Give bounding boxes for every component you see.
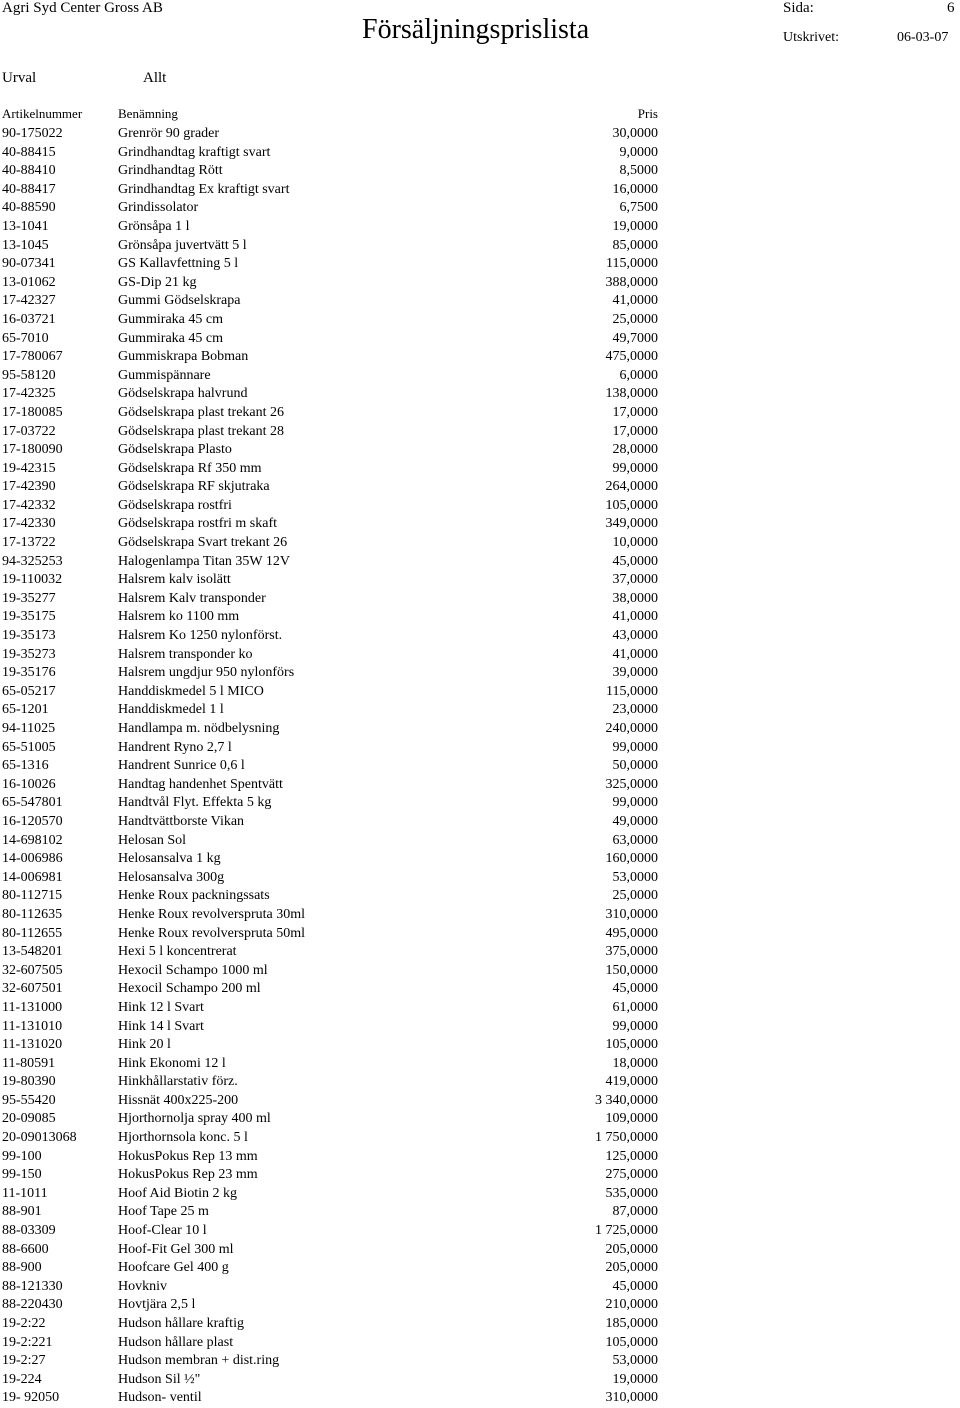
article-number: 19-35273	[2, 646, 56, 662]
table-row	[0, 1129, 960, 1148]
price-value: 1 750,0000	[595, 1130, 658, 1146]
article-number: 88-220430	[2, 1297, 63, 1313]
table-row	[0, 1389, 960, 1408]
product-name: Gummiskrapa Bobman	[118, 349, 249, 365]
product-name: Grindhandtag kraftigt svart	[118, 144, 271, 160]
table-row	[0, 144, 960, 163]
article-number: 14-006986	[2, 851, 63, 867]
article-number: 19-110032	[2, 572, 63, 588]
price-value: 3 340,0000	[595, 1092, 658, 1108]
article-number: 95-55420	[2, 1092, 56, 1108]
product-name: Handtag handenhet Spentvätt	[118, 776, 283, 792]
table-row	[0, 1185, 960, 1204]
price-value: 41,0000	[612, 609, 658, 625]
article-number: 19-2:221	[2, 1334, 53, 1350]
table-row	[0, 664, 960, 683]
table-row	[0, 460, 960, 479]
table-row	[0, 850, 960, 869]
article-number: 17-42325	[2, 386, 56, 402]
product-name: Gödselskrapa Plasto	[118, 442, 232, 458]
product-name: Hissnät 400x225-200	[118, 1092, 239, 1108]
article-number: 13-548201	[2, 944, 63, 960]
price-value: 19,0000	[612, 1371, 658, 1387]
page-number: 6	[947, 0, 955, 16]
price-value: 99,0000	[612, 795, 658, 811]
product-name: Hudson hållare plast	[118, 1334, 234, 1350]
company-name: Agri Syd Center Gross AB	[2, 0, 163, 16]
product-name: Hink Ekonomi 12 l	[118, 1055, 226, 1071]
product-name: Hoof Tape 25 m	[118, 1204, 209, 1220]
price-value: 1 725,0000	[595, 1223, 658, 1239]
product-name: Halsrem transponder ko	[118, 646, 253, 662]
product-name: Handtvål Flyt. Effekta 5 kg	[118, 795, 272, 811]
price-value: 310,0000	[605, 1390, 658, 1406]
article-number: 17-42390	[2, 479, 56, 495]
article-number: 19-35176	[2, 665, 56, 681]
price-value: 109,0000	[605, 1111, 658, 1127]
article-number: 65-1316	[2, 758, 49, 774]
product-name: Hinkhållarstativ förz.	[118, 1074, 238, 1090]
table-row	[0, 943, 960, 962]
price-value: 41,0000	[612, 646, 658, 662]
article-number: 16-120570	[2, 813, 63, 829]
product-name: Hoof-Fit Gel 300 ml	[118, 1241, 234, 1257]
product-name: Handdiskmedel 5 l MICO	[118, 683, 264, 699]
product-name: Gummi Gödselskrapa	[118, 293, 241, 309]
product-name: Gummiraka 45 cm	[118, 330, 223, 346]
price-value: 8,5000	[619, 163, 658, 179]
price-value: 30,0000	[612, 126, 658, 141]
product-name: Hexocil Schampo 200 ml	[118, 981, 261, 997]
article-number: 19-2:22	[2, 1316, 46, 1331]
product-name: Hjorthornsola konc. 5 l	[118, 1130, 248, 1146]
price-value: 50,0000	[612, 758, 658, 774]
price-value: 19,0000	[612, 218, 658, 234]
article-number: 40-88590	[2, 200, 56, 216]
price-value: 53,0000	[612, 869, 658, 885]
table-row	[0, 813, 960, 832]
table-row	[0, 1110, 960, 1129]
table-row	[0, 683, 960, 702]
product-name: Grenrör 90 grader	[118, 126, 220, 141]
product-name: Hoof-Clear 10 l	[118, 1223, 207, 1239]
article-number: 19-35173	[2, 628, 56, 644]
price-value: 99,0000	[612, 460, 658, 476]
table-row	[0, 478, 960, 497]
price-value: 115,0000	[606, 256, 658, 272]
table-row	[0, 1166, 960, 1185]
table-row	[0, 1241, 960, 1260]
article-number: 88-6600	[2, 1241, 49, 1257]
article-number: 40-88417	[2, 181, 56, 197]
article-number: 14-006981	[2, 869, 63, 885]
table-row	[0, 1203, 960, 1222]
table-row	[0, 646, 960, 665]
table-row	[0, 553, 960, 572]
article-number: 17-42330	[2, 516, 56, 532]
article-number: 11-131020	[2, 1037, 63, 1053]
product-name: Grindhandtag Rött	[118, 163, 223, 179]
product-name: GS-Dip 21 kg	[118, 274, 197, 290]
table-row	[0, 534, 960, 553]
price-value: 41,0000	[612, 293, 658, 309]
price-value: 388,0000	[605, 274, 658, 290]
table-row	[0, 1278, 960, 1297]
article-number: 90-175022	[2, 126, 63, 141]
table-row	[0, 1352, 960, 1371]
product-name: Hink 12 l Svart	[118, 999, 204, 1015]
price-value: 37,0000	[612, 572, 658, 588]
table-row	[0, 292, 960, 311]
product-name: Grindissolator	[118, 200, 199, 216]
article-number: 14-698102	[2, 832, 63, 848]
product-name: Hexi 5 l koncentrerat	[118, 944, 237, 960]
table-row	[0, 1055, 960, 1074]
column-header-price: Pris	[637, 106, 658, 121]
table-row	[0, 367, 960, 386]
price-value: 45,0000	[612, 1278, 658, 1294]
price-value: 61,0000	[612, 999, 658, 1015]
article-number: 94-11025	[2, 721, 56, 736]
article-number: 13-01062	[2, 274, 56, 290]
page-title: Försäljningsprislista	[362, 14, 590, 45]
table-row	[0, 608, 960, 627]
product-name: Hoof Aid Biotin 2 kg	[118, 1185, 238, 1201]
price-value: 39,0000	[612, 665, 658, 681]
article-number: 19-42315	[2, 460, 56, 476]
table-row	[0, 181, 960, 200]
table-row	[0, 311, 960, 330]
product-name: Halsrem Kalv transponder	[118, 590, 266, 606]
price-value: 105,0000	[605, 1037, 658, 1053]
table-row	[0, 720, 960, 739]
price-value: 38,0000	[612, 590, 658, 606]
product-name: Grönsåpa 1 l	[118, 218, 190, 234]
printed-label: Utskrivet:	[783, 30, 839, 45]
price-value: 115,0000	[606, 683, 658, 699]
article-number: 88-901	[2, 1204, 42, 1220]
price-value: 17,0000	[612, 423, 658, 439]
table-row	[0, 404, 960, 423]
price-value: 99,0000	[612, 739, 658, 755]
price-value: 49,0000	[612, 813, 658, 829]
price-value: 275,0000	[605, 1167, 658, 1183]
article-number: 17-180090	[2, 442, 63, 458]
price-value: 49,7000	[612, 330, 658, 346]
article-number: 17-42332	[2, 497, 56, 513]
product-name: Gödselskrapa RF skjutraka	[118, 479, 270, 495]
price-value: 6,0000	[619, 367, 658, 383]
product-name: Halogenlampa Titan 35W 12V	[118, 553, 291, 569]
table-row	[0, 925, 960, 944]
table-row	[0, 887, 960, 906]
price-value: 325,0000	[605, 776, 658, 792]
article-number: 40-88410	[2, 163, 56, 179]
table-row	[0, 515, 960, 534]
table-row	[0, 739, 960, 758]
article-number: 19-35277	[2, 590, 56, 606]
product-name: Halsrem ungdjur 950 nylonförs	[118, 665, 295, 681]
article-number: 94-325253	[2, 553, 63, 569]
price-value: 6,7500	[619, 200, 658, 216]
price-value: 25,0000	[612, 311, 658, 327]
table-row	[0, 590, 960, 609]
article-number: 16-10026	[2, 776, 56, 792]
table-row	[0, 162, 960, 181]
table-row	[0, 627, 960, 646]
product-name: Gödselskrapa plast trekant 28	[118, 423, 285, 439]
table-row	[0, 1371, 960, 1390]
product-name: Handrent Ryno 2,7 l	[118, 739, 232, 755]
product-name: Hovtjära 2,5 l	[118, 1297, 196, 1313]
price-value: 310,0000	[605, 906, 658, 922]
article-number: 11-1011	[2, 1185, 48, 1201]
article-number: 65-51005	[2, 739, 56, 755]
price-value: 475,0000	[605, 349, 658, 365]
table-row	[0, 832, 960, 851]
product-name: Hudson Sil ½"	[118, 1371, 201, 1387]
table-row	[0, 980, 960, 999]
price-value: 105,0000	[605, 1334, 658, 1350]
article-number: 99-150	[2, 1167, 42, 1183]
article-number: 19-35175	[2, 609, 56, 625]
product-name: Hudson- ventil	[118, 1390, 202, 1406]
product-name: Gödselskrapa Svart trekant 26	[118, 535, 288, 551]
product-name: Hovkniv	[118, 1278, 167, 1294]
price-value: 495,0000	[605, 925, 658, 941]
price-value: 45,0000	[612, 981, 658, 997]
table-row	[0, 1092, 960, 1111]
article-number: 40-88415	[2, 144, 56, 160]
price-value: 240,0000	[605, 721, 658, 736]
printed-date: 06-03-07	[897, 30, 949, 45]
price-value: 25,0000	[612, 888, 658, 904]
product-name: Handtvättborste Vikan	[118, 813, 245, 829]
product-name: Henke Roux packningssats	[118, 888, 270, 904]
product-name: HokusPokus Rep 23 mm	[118, 1167, 258, 1183]
article-number: 20-09085	[2, 1111, 56, 1127]
article-number: 13-1041	[2, 218, 49, 234]
product-name: Helosansalva 300g	[118, 869, 225, 885]
table-row	[0, 776, 960, 795]
article-number: 80-112635	[2, 906, 63, 922]
product-name: Hink 14 l Svart	[118, 1018, 204, 1034]
price-value: 419,0000	[605, 1074, 658, 1090]
price-value: 53,0000	[612, 1353, 658, 1369]
article-number: 17-780067	[2, 349, 63, 365]
product-name: GS Kallavfettning 5 l	[118, 256, 239, 272]
product-name: Halsrem kalv isolätt	[118, 572, 231, 588]
product-name: Henke Roux revolverspruta 30ml	[118, 906, 306, 922]
product-name: Handrent Sunrice 0,6 l	[118, 758, 245, 774]
price-value: 87,0000	[612, 1204, 658, 1220]
price-value: 105,0000	[605, 497, 658, 513]
price-value: 17,0000	[612, 404, 658, 420]
table-row	[0, 1148, 960, 1167]
price-value: 28,0000	[612, 442, 658, 458]
article-number: 11-131010	[2, 1018, 63, 1034]
price-value: 535,0000	[605, 1185, 658, 1201]
product-name: Helosansalva 1 kg	[118, 851, 221, 867]
article-number: 17-42327	[2, 293, 56, 309]
table-row	[0, 423, 960, 442]
table-row	[0, 906, 960, 925]
table-row	[0, 794, 960, 813]
product-name: Handlampa m. nödbelysning	[118, 721, 280, 736]
article-number: 65-547801	[2, 795, 63, 811]
price-value: 205,0000	[605, 1241, 658, 1257]
article-number: 19-80390	[2, 1074, 56, 1090]
table-row	[0, 962, 960, 981]
table-row	[0, 441, 960, 460]
column-header-article: Artikelnummer	[2, 106, 83, 121]
table-row	[0, 1036, 960, 1055]
table-row	[0, 497, 960, 516]
price-value: 349,0000	[605, 516, 658, 532]
table-row	[0, 255, 960, 274]
product-name: Gödselskrapa plast trekant 26	[118, 404, 285, 420]
price-value: 375,0000	[605, 944, 658, 960]
price-value: 16,0000	[612, 181, 658, 197]
table-row	[0, 1018, 960, 1037]
product-name: HokusPokus Rep 13 mm	[118, 1148, 258, 1164]
product-name: Gödselskrapa rostfri	[118, 497, 232, 513]
table-row	[0, 571, 960, 590]
price-value: 150,0000	[605, 962, 658, 978]
table-row	[0, 1296, 960, 1315]
article-number: 90-07341	[2, 256, 56, 272]
price-value: 63,0000	[612, 832, 658, 848]
table-row	[0, 757, 960, 776]
table-row	[0, 869, 960, 888]
table-row	[0, 999, 960, 1018]
article-number: 65-1201	[2, 702, 49, 718]
article-number: 20-09013068	[2, 1130, 77, 1146]
price-value: 9,0000	[619, 144, 658, 160]
page-label: Sida:	[783, 0, 814, 16]
price-value: 18,0000	[612, 1055, 658, 1071]
product-name: Halsrem Ko 1250 nylonförst.	[118, 628, 283, 644]
table-row	[0, 1222, 960, 1241]
price-value: 185,0000	[605, 1316, 658, 1331]
table-row	[0, 385, 960, 404]
table-row	[0, 1259, 960, 1278]
article-number: 32-607501	[2, 981, 63, 997]
article-number: 88-121330	[2, 1278, 63, 1294]
article-number: 80-112655	[2, 925, 63, 941]
price-value: 23,0000	[612, 702, 658, 718]
article-number: 65-05217	[2, 683, 56, 699]
article-number: 32-607505	[2, 962, 63, 978]
product-name: Hink 20 l	[118, 1037, 171, 1053]
table-row	[0, 274, 960, 293]
product-name: Hudson membran + dist.ring	[118, 1353, 280, 1369]
article-number: 19-2:27	[2, 1353, 46, 1369]
article-number: 16-03721	[2, 311, 56, 327]
product-name: Gödselskrapa rostfri m skaft	[118, 516, 278, 532]
article-number: 88-03309	[2, 1223, 56, 1239]
product-name: Grönsåpa juvertvätt 5 l	[118, 237, 247, 253]
product-name: Helosan Sol	[118, 832, 187, 848]
price-value: 264,0000	[605, 479, 658, 495]
article-number: 17-180085	[2, 404, 63, 420]
product-name: Grindhandtag Ex kraftigt svart	[118, 181, 290, 197]
article-number: 19-224	[2, 1371, 42, 1387]
product-name: Gummiraka 45 cm	[118, 311, 223, 327]
table-row	[0, 330, 960, 349]
price-value: 138,0000	[605, 386, 658, 402]
article-number: 17-13722	[2, 535, 56, 551]
article-number: 17-03722	[2, 423, 56, 439]
table-row	[0, 125, 960, 144]
price-value: 210,0000	[605, 1297, 658, 1313]
article-number: 80-112715	[2, 888, 63, 904]
article-number: 99-100	[2, 1148, 42, 1164]
price-value: 99,0000	[612, 1018, 658, 1034]
column-header-name: Benämning	[118, 106, 178, 121]
selection-value: Allt	[143, 70, 167, 86]
article-number: 11-80591	[2, 1055, 56, 1071]
article-number: 95-58120	[2, 367, 56, 383]
price-value: 85,0000	[612, 237, 658, 253]
article-number: 19- 92050	[2, 1390, 60, 1406]
article-number: 11-131000	[2, 999, 63, 1015]
product-name: Handdiskmedel 1 l	[118, 702, 224, 718]
article-number: 88-900	[2, 1260, 42, 1276]
article-number: 13-1045	[2, 237, 49, 253]
table-row	[0, 237, 960, 256]
price-list-table	[0, 125, 960, 1408]
table-row	[0, 199, 960, 218]
product-name: Henke Roux revolverspruta 50ml	[118, 925, 306, 941]
product-name: Hexocil Schampo 1000 ml	[118, 962, 268, 978]
selection-label: Urval	[2, 70, 37, 86]
product-name: Hoofcare Gel 400 g	[118, 1260, 229, 1276]
price-value: 43,0000	[612, 628, 658, 644]
price-value: 160,0000	[605, 851, 658, 867]
price-value: 205,0000	[605, 1260, 658, 1276]
product-name: Halsrem ko 1100 mm	[118, 609, 240, 625]
price-value: 10,0000	[612, 535, 658, 551]
table-row	[0, 1315, 960, 1334]
price-value: 125,0000	[605, 1148, 658, 1164]
product-name: Gödselskrapa Rf 350 mm	[118, 460, 262, 476]
table-row	[0, 218, 960, 237]
product-name: Hudson hållare kraftig	[118, 1316, 244, 1331]
product-name: Gödselskrapa halvrund	[118, 386, 248, 402]
price-value: 45,0000	[612, 553, 658, 569]
product-name: Hjorthornolja spray 400 ml	[118, 1111, 271, 1127]
table-row	[0, 1073, 960, 1092]
table-row	[0, 701, 960, 720]
article-number: 65-7010	[2, 330, 49, 346]
product-name: Gummispännare	[118, 367, 211, 383]
table-row	[0, 348, 960, 367]
table-row	[0, 1334, 960, 1353]
